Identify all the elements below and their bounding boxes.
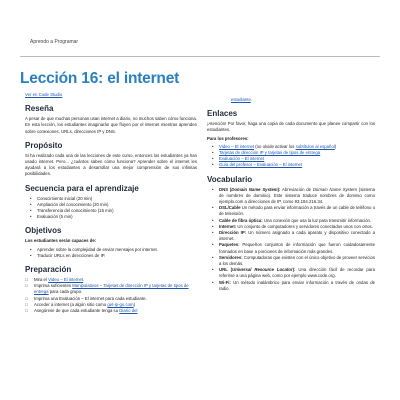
vocab-def-italic: Domain Name System (312, 186, 357, 192)
vocab-term: ): (277, 186, 281, 192)
resource-link[interactable]: Video – El internet (219, 143, 255, 149)
list-item (219, 187, 375, 206)
checkbox-icon[interactable]: □ (25, 283, 28, 289)
checkbox-icon[interactable]: □ (25, 277, 28, 283)
vocab-def: Pequeños conjuntos de información que fueron cuidadosamente formados en base a porciones de información más grandes. (219, 242, 375, 254)
profesores-heading: Para los profesores: (207, 135, 249, 141)
vocab-def: Una dirección fácil de recordar para referirse a una página web, como por ejemplo www.code.org. (219, 267, 375, 279)
proposito-text: Si ha realizado cada una de las lecciones de este curso, entonces los estudiantes ya han usado internet. Pero... ¿cuántos saben cómo funciona? Aprender sobre el internet les ayudará a los estudiantes a desarrollar una mejor comprensión de sus infinitas posibilidades. (25, 152, 197, 177)
objetivos-intro: Los estudiantes serán capaces de: (25, 238, 97, 244)
list-item (219, 162, 375, 168)
list-item (219, 242, 375, 254)
left-column (25, 92, 197, 314)
lesson-title (20, 70, 179, 88)
list-item: • Aprender sobre la complejidad de enviar mensajes por internet. (37, 247, 197, 253)
subtitles-link[interactable]: subtítulos al español (295, 143, 335, 149)
code-studio-link[interactable]: Ver en Code Studio (25, 92, 63, 97)
vocab-term: ): (292, 267, 296, 273)
lesson-title-rest: el internet (103, 70, 180, 87)
vocab-term: DSL/Cable (219, 205, 241, 211)
objetivos-list (25, 247, 197, 259)
list-item: • Evaluación (5 min) (37, 214, 197, 220)
vocab-def: Un método inalámbrico para enviar información a través de ondas de radio. (219, 279, 375, 291)
enlaces-note: ¡Atención! Por favor, haga una copia de cada documento que planee compartir con los estudiantes. (207, 121, 375, 133)
prep-link[interactable]: Video – El internet (48, 277, 84, 283)
prep-text: ) (133, 301, 136, 307)
vocab-term-italic: Universal Resource Locator (232, 267, 293, 273)
prep-link[interactable]: get-ip-go.com (107, 301, 134, 307)
prep-link[interactable]: Diario del (119, 308, 138, 314)
resource-link[interactable]: Guía del profesor – Evaluación – El internet (219, 162, 303, 168)
secuencia-heading: Secuencia para el aprendizaje (25, 183, 139, 193)
vocab-term: Dirección IP: (219, 230, 247, 236)
course-header: Aprendo a Programar (30, 39, 79, 45)
vocab-term: DNS ( (219, 186, 232, 192)
list-item (25, 308, 197, 314)
prep-text: Asegúrese de que cada estudiante tenga su (34, 308, 120, 314)
resource-link[interactable]: Tarjetas de dirección IP y tarjetas de tipos de entrega (219, 150, 321, 156)
checkbox-icon[interactable]: □ (25, 308, 28, 314)
vocabulario-heading: Vocabulario (207, 174, 253, 184)
prep-link[interactable]: Manipulativos – Tarjetas de dirección IP y tarjetas de tipos de entrega (34, 283, 189, 295)
secuencia-list (25, 196, 197, 221)
vocab-term: Paquetes: (219, 242, 240, 248)
list-item: • Ampliación del conocimiento (20 min) (37, 202, 197, 208)
vocab-def: (sistema de nombres de dominio). Este sistema traduce nombres de dominio como ejemplo.com a direcciones de IP, como 93.184.216.34. (219, 186, 376, 205)
preparacion-heading: Preparación (25, 265, 72, 275)
resena-text: A pesar de que muchas personas usan internet a diario, no muchos saben cómo funciona. En esta lección, los estudiantes imaginarán que fluyen por el internet mientras aprenden sobre conexiones, URLs, direcciones IP y DNS. (25, 116, 197, 134)
list-item (219, 280, 375, 292)
vocab-term: Cable de fibra óptica: (219, 217, 263, 223)
prep-text: Imprima una Evaluación – El internet para cada estudiante. (34, 295, 147, 301)
right-column: estudiante. Enlaces ¡Atención! Por favor, haga una copia de cada documento que planee compartir con los estudiantes. Para los profesores: • Video – El internet (no olvide activar los subtítulos al español) • Tarjetas de dirección IP y tarjetas de tipos de entrega • Evaluación – El internet • Guía del profesor – Evaluación – El internet Vocabulario • DNS (Domain Name System): Abreviación de Domain Name System (sistema de nombres de dominio). Este sistema traduce nombres de dominio como ejemplo.com a direcciones de IP, como 93.184.216.34. • DSL/Cable Un método para enviar información a través de un cable de teléfono o de televisión. • Cable de fibra óptica: Una conexión que usa la luz para transmitir información. • Internet: Un conjunto de computadores y servidores conectados unos con otros. • Dirección IP: Un número asignado a cada aparato y dispositivo conectado a internet. • Paquetes: Pequeños conjuntos de información que fueron cuidadosamente formados en base a porciones de información más grandes. • Servidores: Computadoras que existen con el único objetivo de proveer servicios a los demás. • URL (Universal Resource Locator): Una dirección fácil de recordar para referirse a una página web, como por ejemplo www.code.org. • Wi-Fi: Un método inalámbrico para enviar información a través de ondas de radio. (207, 97, 375, 292)
checkbox-icon[interactable]: □ (25, 295, 28, 301)
resource-text: (no olvide activar los (254, 143, 296, 149)
vocab-def: Un método para enviar información a través de un cable de teléfono o de televisión. (219, 205, 375, 217)
enlaces-list (207, 144, 375, 169)
resource-link[interactable]: Evaluación – El internet (219, 156, 265, 162)
list-item: • Traducir URLs en direcciones de IP. (37, 253, 197, 259)
prep-text: . (83, 277, 85, 283)
prep-text: Acceder a internet (a algún sitio como (34, 301, 108, 307)
lesson-title-prefix: Lección 16: (20, 70, 104, 87)
enlaces-heading: Enlaces (207, 109, 238, 119)
list-item (219, 267, 375, 279)
resena-heading: Reseña (25, 104, 54, 114)
checkbox-icon[interactable]: □ (25, 301, 28, 307)
list-item: • Transferencia del conocimiento (15 min) (37, 208, 197, 214)
prep-text: Imprima suficientes (34, 283, 73, 289)
vocab-def: Un conjunto de computadores y servidores conectados unos con otros. (236, 223, 373, 229)
prep-text: Mira el (34, 277, 49, 283)
list-item (25, 283, 197, 295)
vocabulario-list (207, 187, 375, 292)
vocab-def: Abreviación de (280, 186, 313, 192)
vocab-term: Internet: (219, 223, 237, 229)
preparacion-list (25, 277, 197, 314)
objetivos-heading: Objetivos (25, 226, 62, 236)
vocab-term: URL ( (219, 267, 233, 273)
prep-text: para cada grupo. (48, 289, 83, 295)
vocab-def: Una conexión que usa la luz para transmitir información. (262, 217, 372, 223)
vocab-term-italic: Domain Name System (231, 186, 278, 192)
header-divider (20, 56, 380, 57)
vocab-def: Un número asignado a cada aparato y dispositivo conectado a internet. (219, 230, 375, 242)
list-item (219, 255, 375, 267)
vocab-term: Wi-Fi: (219, 279, 231, 285)
list-item (219, 230, 375, 242)
list-item: • Conocimiento inicial (20 min) (37, 196, 197, 202)
proposito-heading: Propósito (25, 140, 63, 150)
resource-text: ) (334, 143, 337, 149)
journal-link-cont[interactable]: estudiante (231, 97, 251, 102)
list-item (219, 205, 375, 217)
vocab-def: Computadoras que existen con el único objetivo de proveer servicios a los demás. (219, 254, 375, 267)
vocab-term: Servidores: (219, 254, 243, 260)
